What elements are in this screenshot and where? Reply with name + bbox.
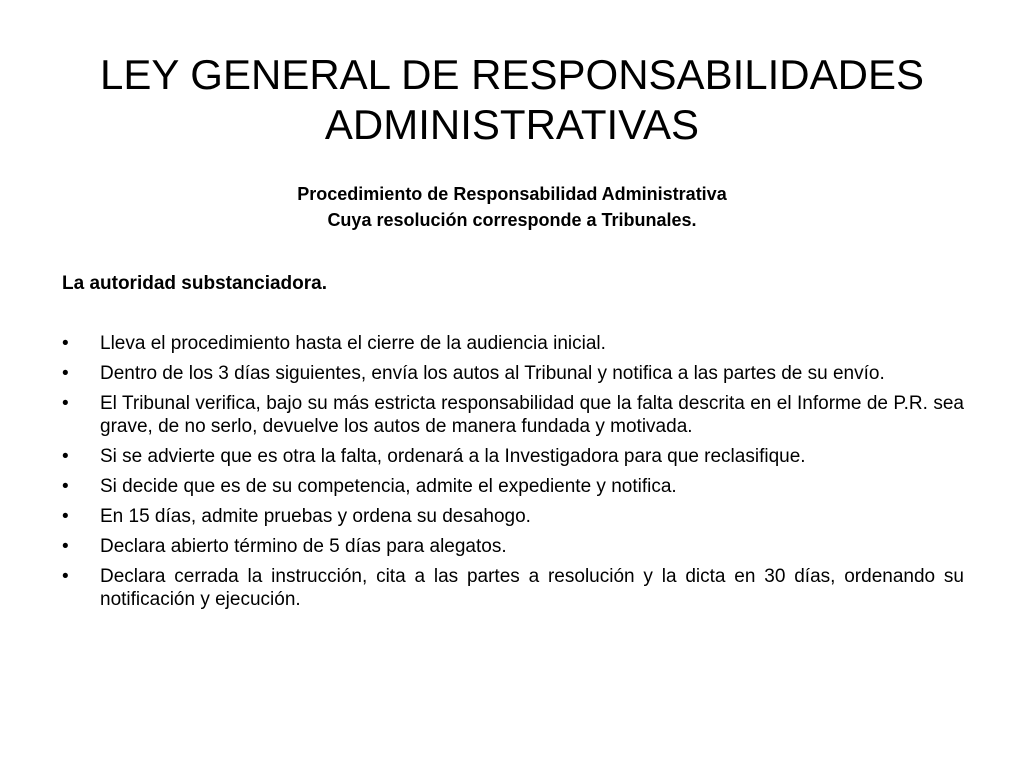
list-item [62,565,964,611]
slide-title: LEY GENERAL DE RESPONSABILIDADES ADMINISTRATIVAS [100,51,924,148]
bullet-icon: • [62,506,69,527]
bullet-list [62,332,964,618]
subtitle-line-1: Procedimiento de Responsabilidad Administrativa [297,184,727,204]
bullet-icon: • [62,393,69,414]
list-item-text: En 15 días, admite pruebas y ordena su desahogo. [100,506,531,527]
list-item [62,505,964,528]
bullet-icon: • [62,333,69,354]
list-item-text: Declara abierto término de 5 días para alegatos. [100,536,507,557]
bullet-icon: • [62,566,69,587]
list-item [62,445,964,468]
list-item-text: Si decide que es de su competencia, admite el expediente y notifica. [100,476,677,497]
list-item [62,332,964,355]
list-item [62,535,964,558]
bullet-icon: • [62,446,69,467]
bullet-icon: • [62,536,69,557]
bullet-icon: • [62,363,69,384]
list-item [62,392,964,438]
list-item-text: Si se advierte que es otra la falta, ordenará a la Investigadora para que reclasifique. [100,446,806,467]
section-heading: La autoridad substanciadora. [62,273,327,294]
bullet-icon: • [62,476,69,497]
list-item [62,475,964,498]
list-item-text: Dentro de los 3 días siguientes, envía los autos al Tribunal y notifica a las partes de su envío. [100,363,885,384]
subtitle-line-2: Cuya resolución corresponde a Tribunales. [327,210,697,230]
subtitle [60,181,964,233]
list-item-text: El Tribunal verifica, bajo su más estricta responsabilidad que la falta descrita en el Informe de P.R. sea grave, de no serlo, devuelve los autos de manera fundada y motivada. [100,393,964,437]
list-item-text: Declara cerrada la instrucción, cita a las partes a resolución y la dicta en 30 días, ordenando su notificación y ejecución. [100,566,964,610]
list-item-text: Lleva el procedimiento hasta el cierre de la audiencia inicial. [100,333,606,354]
list-item [62,362,964,385]
